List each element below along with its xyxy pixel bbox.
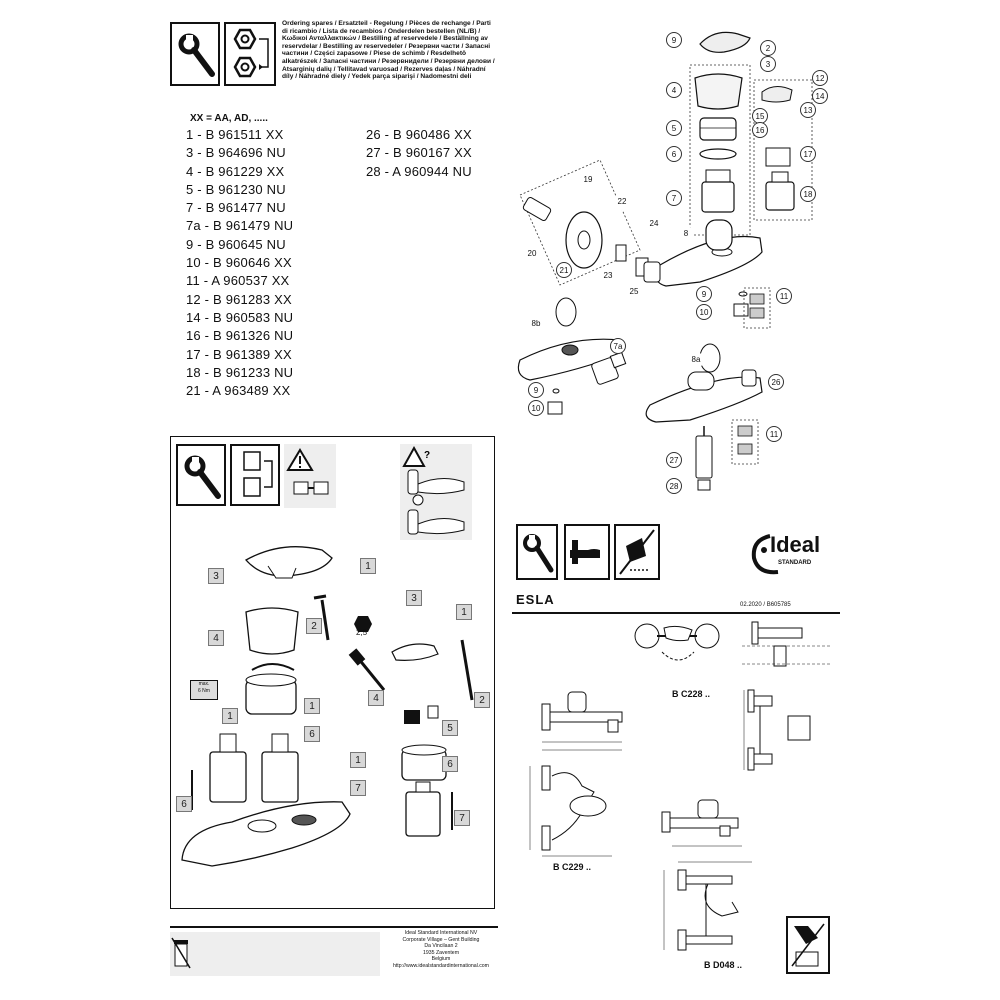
callout-11: 11 — [776, 288, 792, 304]
wrench-icon-box — [170, 22, 220, 86]
wrench-icon — [518, 526, 556, 578]
spare-part-item: 12 - B 961283 XX — [186, 291, 292, 307]
product-date-code: 02.2020 / B605785 — [740, 602, 791, 608]
step-3b: 3 — [406, 590, 422, 606]
step-3: 3 — [208, 568, 224, 584]
step-1-sub: 1 — [304, 698, 320, 714]
spare-part-item: 11 - A 960537 XX — [186, 273, 290, 289]
callout-2: 2 — [760, 40, 776, 56]
product-name: ESLA — [516, 592, 555, 607]
spare-parts-list-right — [366, 126, 472, 181]
callout-15: 15 — [752, 108, 768, 124]
spare-part-item: 26 - B 960486 XX — [366, 127, 472, 142]
callout-18: 18 — [800, 186, 816, 202]
callout-9: 9 — [666, 32, 682, 48]
callout-24: 24 — [646, 216, 662, 232]
footer-address: Ideal Standard International NV Corporate Village – Gent Building Da Vincilaan 2 1935 Zaventem Belgium http://www.idealstandardinternational.com — [392, 930, 490, 969]
step-4: 4 — [208, 630, 224, 646]
callout-17: 17 — [800, 146, 816, 162]
callout-23: 23 — [600, 268, 616, 284]
cleaning-spray-icon — [616, 526, 658, 578]
callout-12: 12 — [812, 70, 828, 86]
spare-part-item: 7a - B 961479 NU — [186, 218, 294, 234]
max-torque-label: max. 6 Nm — [190, 680, 218, 700]
wrench-icon — [172, 24, 218, 84]
step-6b: 6 — [176, 796, 192, 812]
callout-25: 25 — [626, 284, 642, 300]
step-1b: 1 — [456, 604, 472, 620]
callout-9c: 9 — [528, 382, 544, 398]
wall-fitting-icon — [290, 474, 334, 504]
spare-part-item: 14 - B 960583 NU — [186, 309, 294, 325]
step-7: 7 — [350, 780, 366, 796]
spare-part-item: 28 - A 960944 NU — [366, 163, 472, 179]
callout-5: 5 — [666, 120, 682, 136]
callout-27: 27 — [666, 452, 682, 468]
dimension-drawings — [512, 616, 842, 966]
gloves-cleaning-icon — [788, 918, 828, 972]
model-label-d048: B D048 .. — [704, 960, 743, 970]
callout-8b: 8b — [528, 316, 544, 332]
wrench-icon-box-3 — [516, 524, 558, 580]
gloves-icon-box — [786, 916, 830, 974]
callout-3: 3 — [760, 56, 776, 72]
cartridge-replace-icon-box — [230, 444, 280, 506]
callout-10: 10 — [696, 304, 712, 320]
spare-part-item: 27 - B 960167 XX — [366, 145, 472, 161]
callout-7: 7 — [666, 190, 682, 206]
callout-20: 20 — [524, 246, 540, 262]
step-4b: 4 — [368, 690, 384, 706]
spare-part-item: 1 - B 961511 XX — [186, 127, 284, 142]
callout-11b: 11 — [766, 426, 782, 442]
spare-parts-list-left — [186, 126, 293, 400]
wrench-icon-box-2 — [176, 444, 226, 506]
step-5b: 5 — [442, 720, 458, 736]
torque-value: 2,5 — [356, 628, 368, 637]
svg-text:?: ? — [424, 450, 431, 461]
spare-part-item: 16 - B 961326 NU — [186, 328, 294, 344]
spare-part-item: 21 - A 963489 XX — [186, 383, 291, 399]
hand-instruction-icon-box — [564, 524, 610, 580]
spare-part-item: 17 - B 961389 XX — [186, 346, 292, 362]
spare-part-item: 7 - B 961477 NU — [186, 200, 286, 216]
model-label-c228: B C228 .. — [672, 689, 711, 699]
callout-26: 26 — [768, 374, 784, 390]
nut-replace-icon-box — [224, 22, 276, 86]
wrench-icon — [178, 446, 224, 504]
callout-10b: 10 — [528, 400, 544, 416]
cartridge-replace-icon — [232, 446, 278, 504]
callout-22: 22 — [614, 194, 630, 210]
callout-8a: 8a — [688, 352, 704, 368]
spare-part-item: 5 - B 961230 NU — [186, 181, 286, 197]
xx-variant-note: XX = AA, AD, ..... — [190, 113, 268, 124]
callout-6: 6 — [666, 146, 682, 162]
step-7b: 7 — [454, 810, 470, 826]
callout-7a: 7a — [610, 338, 626, 354]
footer-notice-box — [170, 932, 380, 976]
step-1c: 1 — [350, 752, 366, 768]
hand-pointing-icon — [566, 526, 608, 578]
callout-14: 14 — [812, 88, 828, 104]
callout-8: 8 — [678, 226, 694, 242]
step-6c: 6 — [442, 756, 458, 772]
nut-replace-icon — [226, 24, 274, 84]
model-label-c229: B C229 .. — [553, 862, 592, 872]
spare-part-item: 10 - B 960646 XX — [186, 255, 292, 271]
callout-4: 4 — [666, 82, 682, 98]
callout-28: 28 — [666, 478, 682, 494]
product-rule — [512, 612, 840, 614]
step-1: 1 — [360, 558, 376, 574]
brand-name: Ideal — [770, 532, 821, 557]
callout-19: 19 — [580, 172, 596, 188]
recycling-bin-icon — [172, 934, 192, 974]
callout-13: 13 — [800, 102, 816, 118]
brand-sub: STANDARD — [778, 560, 812, 566]
spare-part-item: 18 - B 961233 NU — [186, 364, 294, 380]
callout-9b: 9 — [696, 286, 712, 302]
cleaning-icon-box — [614, 524, 660, 580]
step-6: 6 — [304, 726, 320, 742]
spare-part-item: 4 - B 961229 XX — [186, 163, 285, 179]
footer-rule — [170, 926, 498, 928]
callout-21: 21 — [556, 262, 572, 278]
spare-part-item: 9 - B 960645 NU — [186, 236, 286, 252]
callout-16: 16 — [752, 122, 768, 138]
warning-triangle-icon — [288, 448, 318, 474]
spare-part-item: 3 - B 964696 NU — [186, 145, 286, 161]
ordering-spares-heading: Ordering spares / Ersatzteil - Regelung / Pièces de rechange / Parti di ricambio / Lista de recambios / Onderdelen bestellen (NL/B) / Κωδικοί Ανταλλακτικών / Bestilling af reservedele / Beställning av reservdelar / Bestilling av reservedeler / Резервни части / Запасні частини / Części zapasowe / Piese de schimb / Resdelhetö alkatrészek / Запасні частини / Резервнидели / Резервни делови / Atsarginių dalių / Tellitavad varuosad / Rezerves daļas / Náhradní díly / Náhradné diely / Yedek parça siparişi / Nadomestni deli — [282, 20, 495, 81]
step-2: 2 — [306, 618, 322, 634]
step-5: 1 — [222, 708, 238, 724]
step-2b: 2 — [474, 692, 490, 708]
